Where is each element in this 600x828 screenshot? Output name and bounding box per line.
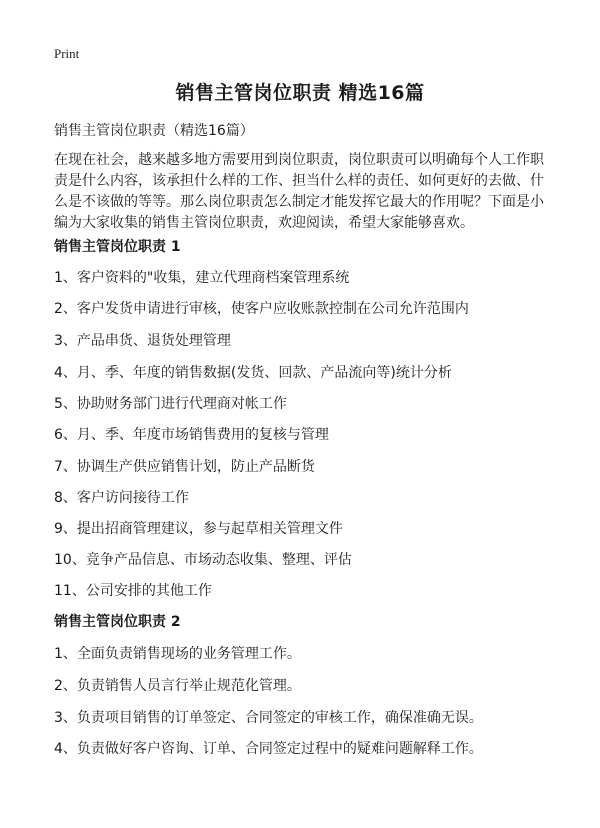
section-heading-2: 销售主管岗位职责 2 [54,614,181,630]
list-item: 2、客户发货申请进行审核，使客户应收账款控制在公司允许范围内 [54,301,469,317]
list-item: 10、竞争产品信息、市场动态收集、整理、评估 [54,552,352,568]
list-item: 7、协调生产供应销售计划，防止产品断货 [54,459,315,475]
list-item: 4、月、季、年度的销售数据(发货、回款、产品流向等)统计分析 [54,365,452,381]
print-link[interactable]: Print [54,46,80,61]
list-item: 2、负责销售人员言行举止规范化管理。 [54,678,301,694]
list-item: 8、客户访问接待工作 [54,490,189,506]
list-item: 1、客户资料的"收集，建立代理商档案管理系统 [54,270,350,286]
list-item: 4、负责做好客户咨询、订单、合同签定过程中的疑难问题解释工作。 [54,741,483,757]
list-item: 1、全面负责销售现场的业务管理工作。 [54,646,301,662]
page-title: 销售主管岗位职责 精选16篇 [175,82,425,104]
list-item: 6、月、季、年度市场销售费用的复核与管理 [54,427,329,443]
list-item: 11、公司安排的其他工作 [54,583,212,599]
list-item: 3、产品串货、退货处理管理 [54,333,231,349]
list-item: 9、提出招商管理建议，参与起草相关管理文件 [54,521,343,537]
section-heading-1: 销售主管岗位职责 1 [54,239,181,255]
list-item: 5、协助财务部门进行代理商对帐工作 [54,396,287,412]
list-item: 3、负责项目销售的订单签定、合同签定的审核工作，确保准确无误。 [54,710,483,726]
document-subtitle: 销售主管岗位职责（精选16篇） [54,123,254,139]
intro-paragraph: 在现在社会，越来越多地方需要用到岗位职责，岗位职责可以明确每个人工作职责是什么内容，该承担什么样的工作、担当什么样的责任、如何更好的去做、什么是不该做的等等。那么岗位职责怎么制定才能发挥它最大的作用呢？下面是小编为大家收集的销售主管岗位职责，欢迎阅读，希望大家能够喜欢。 [54,152,544,231]
